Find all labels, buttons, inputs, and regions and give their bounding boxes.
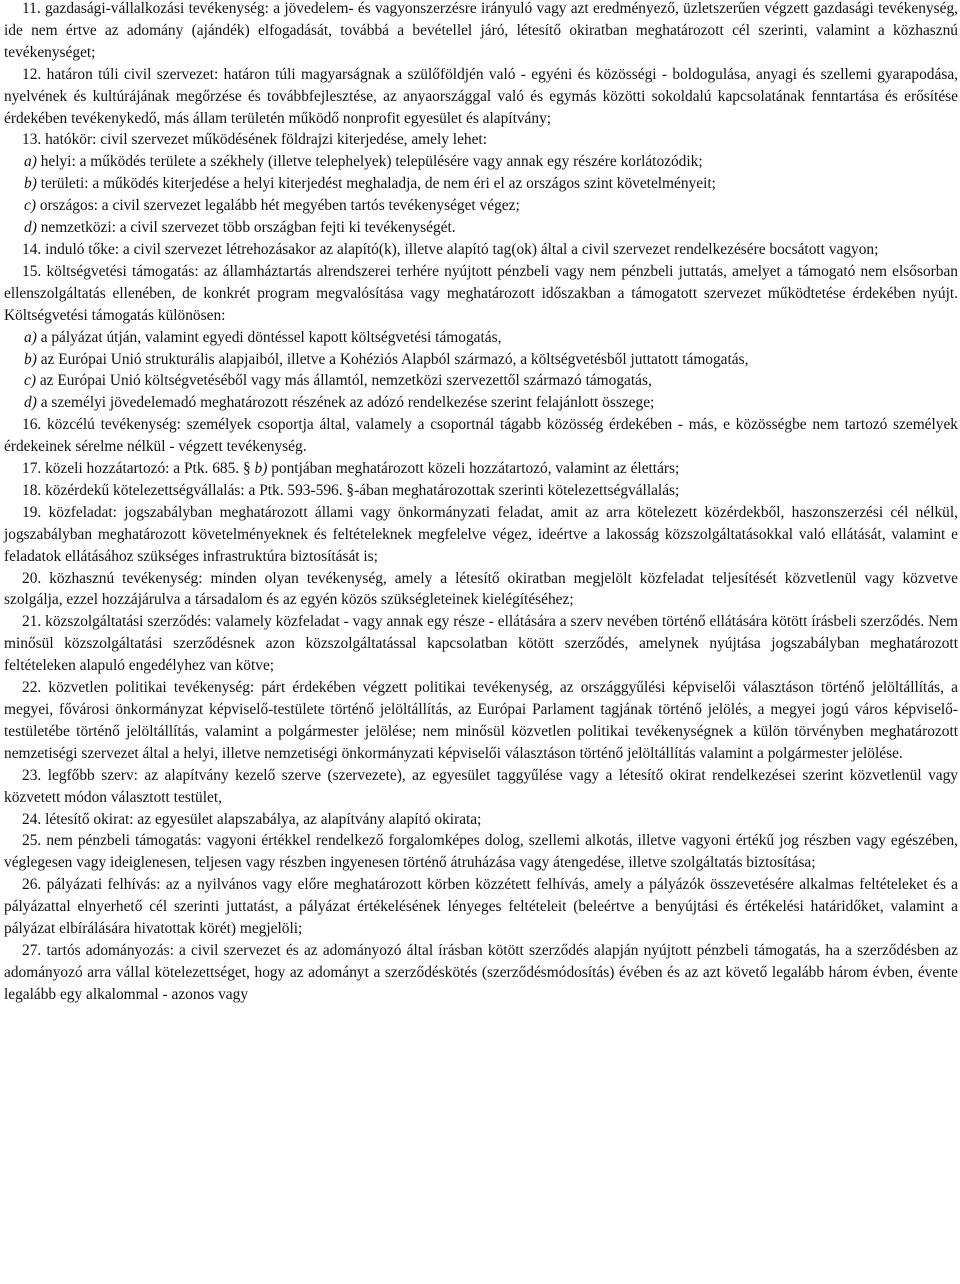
item-number: 15.	[22, 262, 42, 280]
definition-text: tartós adományozás: a civil szervezet és az adományozó által írásban kötött szerződés alapján nyújtott pénzbeli támogatás, ha a szerződésben az adományozó arra vállal kötelezettséget, hogy az adományt a szerződéskötés (szerződésmódosítás) évében és az azt követő legalább három évben, évente legalább egy alkalommal - azonos vagy	[4, 941, 958, 1003]
item-number: 17.	[22, 460, 42, 478]
item-number: 16.	[22, 416, 42, 434]
subitem-text: területi: a működés kiterjedése a helyi kiterjedést meghaladja, de nem éri el az országos szint követelményeit;	[40, 175, 716, 193]
subitem-15-a	[4, 327, 958, 349]
item-number: 22.	[22, 679, 42, 697]
definition-text: közhasznú tevékenység: minden olyan tevékenység, amely a létesítő okiratban megjelölt közfeladat teljesítését közvetlenül vagy közvetve szolgálja, ezzel hozzájárulva a társadalom és az egyén közös szükségleteinek kielégítéséhez;	[4, 569, 958, 609]
subitem-label: c)	[24, 372, 36, 390]
definition-21	[4, 611, 958, 677]
subitem-text: az Európai Unió költségvetéséből vagy más államtól, nemzetközi szervezettől származó támogatás,	[39, 372, 652, 390]
subitem-13-a	[4, 151, 958, 173]
subitem-label: a)	[24, 153, 37, 171]
subitem-text: az Európai Unió strukturális alapjaiból, illetve a Kohéziós Alapból származó, a költségvetésből juttatott támogatás,	[40, 350, 749, 368]
definition-text-em: b)	[254, 460, 268, 478]
definition-text: létesítő okirat: az egyesület alapszabálya, az alapítvány alapító okirata;	[45, 810, 482, 828]
item-number: 11.	[22, 0, 41, 17]
item-number: 19.	[22, 503, 42, 521]
definition-text: közfeladat: jogszabályban meghatározott állami vagy önkormányzati feladat, amit az arra kötelezett közérdekből, haszonszerzési cél nélkül, jogszabályban meghatározott követelményeknek és feltételeknek megfelelve végez, ideértve a lakosság közszolgáltatásokkal való ellátását, valamint e feladatok ellátásához szükséges infrastruktúra biztosítását is;	[4, 503, 958, 565]
definition-17	[4, 458, 958, 480]
subitem-label: d)	[24, 219, 37, 237]
item-number: 18.	[22, 481, 42, 499]
definition-text: közcélú tevékenység: személyek csoportja által, valamely a csoportnál tágabb közösség érdekében - más, e közösségbe nem tartozó személyek érdekeinek sérelme nélkül - végzett tevékenység.	[4, 416, 958, 456]
definition-text: közszolgáltatási szerződés: valamely közfeladat - vagy annak egy része - ellátására a szerv nevében történő ellátására kötött írásbeli szerződés. Nem minősül közszolgáltatási szerződésnek azon közszolgáltatással kapcsolatban kötött szerződés, amelynek nyújtása jogszabályban meghatározott feltételeken alapuló engedélyhez van kötve;	[4, 613, 958, 675]
definition-25	[4, 830, 958, 874]
item-number: 21.	[22, 613, 42, 631]
item-number: 12.	[22, 65, 42, 83]
item-number: 14.	[22, 240, 42, 258]
subitem-label: a)	[24, 328, 37, 346]
definition-22	[4, 677, 958, 765]
subitem-15-c	[4, 370, 958, 392]
definition-text: közvetlen politikai tevékenység: párt érdekében végzett politikai tevékenység, az országgyűlési képviselői választáson történő jelöltállítás, a megyei, fővárosi önkormányzat képviselő-testülete történő jelöltállítás, az Európai Parlament tagjának történő jelölés, a megyei jogú város képviselő-testületébe történő jelöltállítás, valamint a polgármester jelölése; nem minősül közvetlen politikai tevékenységnek a külön törvényben meghatározott nemzetiségi szervezet által a helyi, illetve nemzetiségi önkormányzati képviselői választáson történő jelöltállítás valamint a polgármester jelölése.	[4, 679, 958, 762]
definition-text: határon túli civil szervezet: határon túli magyarságnak a szülőföldjén való - egyéni és közösségi - boldogulása, anyagi és szellemi gyarapodása, nyelvének és kultúrájának megőrzése és továbbfejlesztése, az anyaországgal való és egymás közötti sokoldalú kapcsolatának fenntartása és erősítése érdekében tevékenykedő, más állam területén működő nonprofit egyesület és alapítvány;	[4, 65, 958, 127]
definition-text: induló tőke: a civil szervezet létrehozásakor az alapító(k), illetve alapító tag(ok) által a civil szervezet rendelkezésére bocsátott vagyon;	[45, 240, 879, 258]
subitem-13-c	[4, 195, 958, 217]
subitem-13-b	[4, 173, 958, 195]
subitem-label: b)	[24, 350, 37, 368]
subitem-label: c)	[24, 197, 36, 215]
definition-11	[4, 0, 958, 64]
item-number: 25.	[22, 832, 42, 850]
definition-14	[4, 239, 958, 261]
subitem-text: helyi: a működés területe a székhely (illetve telephelyek) településére vagy annak egy részére korlátozódik;	[40, 153, 703, 171]
definition-27	[4, 940, 958, 1006]
definition-text: költségvetési támogatás: az államháztartás alrendszerei terhére nyújtott pénzbeli vagy nem pénzbeli juttatás, amelyet a támogató nem elsősorban ellenszolgáltatás ellenében, de konkrét program megvalósítása vagy meghatározott időszakban a támogatott szervezet működtetése érdekében nyújt. Költségvetési támogatás különösen:	[4, 262, 958, 324]
subitem-13-d	[4, 217, 958, 239]
definition-text: közérdekű kötelezettségvállalás: a Ptk. 593-596. §-ában meghatározottak szerinti kötelezettségvállalás;	[45, 481, 680, 499]
subitem-text: országos: a civil szervezet legalább hét megyében tartós tevékenységet végez;	[39, 197, 520, 215]
subitem-label: d)	[24, 394, 37, 412]
definition-26	[4, 874, 958, 940]
item-number: 24.	[22, 810, 42, 828]
definition-13	[4, 129, 958, 151]
definition-15	[4, 261, 958, 327]
definition-19	[4, 502, 958, 568]
subitem-label: b)	[24, 175, 37, 193]
definition-23	[4, 765, 958, 809]
item-number: 23.	[22, 766, 42, 784]
item-number: 13.	[22, 131, 42, 149]
subitem-text: nemzetközi: a civil szervezet több országban fejti ki tevékenységét.	[40, 219, 456, 237]
definition-text: hatókör: civil szervezet működésének földrajzi kiterjedése, amely lehet:	[45, 131, 487, 149]
definition-text: gazdasági-vállalkozási tevékenység: a jövedelem- és vagyonszerzésre irányuló vagy azt eredményező, üzletszerűen végzett gazdasági tevékenység, ide nem értve az adomány (ajándék) elfogadását, továbbá a bevétellel járó, létesítő okiratban meghatározott cél szerinti, valamint a közhasznú tevékenységet;	[4, 0, 958, 61]
definition-text-post: pontjában meghatározott közeli hozzátartozó, valamint az élettárs;	[267, 460, 680, 478]
item-number: 26.	[22, 876, 42, 894]
definition-20	[4, 568, 958, 612]
subitem-15-b	[4, 349, 958, 371]
definition-18	[4, 480, 958, 502]
document-page	[4, 0, 958, 1006]
definition-text-pre: közeli hozzátartozó: a Ptk. 685. §	[45, 460, 255, 478]
definition-text: legfőbb szerv: az alapítvány kezelő szerve (szervezete), az egyesület taggyűlése vagy a létesítő okirat rendelkezései szerint közvetlenül vagy közvetett módon választott testület,	[4, 766, 958, 806]
subitem-text: a pályázat útján, valamint egyedi döntéssel kapott költségvetési támogatás,	[40, 328, 502, 346]
definition-text: nem pénzbeli támogatás: vagyoni értékkel rendelkező forgalomképes dolog, szellemi alkotás, illetve vagyoni értékű jog részben vagy egészében, véglegesen vagy ideiglenesen, teljesen vagy részben ingyenesen történő átruházása vagy átengedése, illetve szolgáltatás biztosítása;	[4, 832, 959, 872]
definition-text: pályázati felhívás: az a nyilvános vagy előre meghatározott körben közzétett felhívás, amely a pályázók összevetésére alkalmas feltételeket és a pályázattal elnyerhető cél szerinti juttatást, a pályázat értékelésének lényeges feltételeit (beleértve a benyújtási és értékelési határidőket, valamint a pályázat elbírálására hivatottak körét) megjelöli;	[4, 876, 958, 938]
item-number: 20.	[22, 569, 42, 587]
definition-12	[4, 64, 958, 130]
subitem-15-d	[4, 392, 958, 414]
subitem-text: a személyi jövedelemadó meghatározott részének az adózó rendelkezése szerint felajánlott összege;	[40, 394, 655, 412]
definition-24	[4, 809, 958, 831]
item-number: 27.	[22, 941, 42, 959]
definition-16	[4, 414, 958, 458]
